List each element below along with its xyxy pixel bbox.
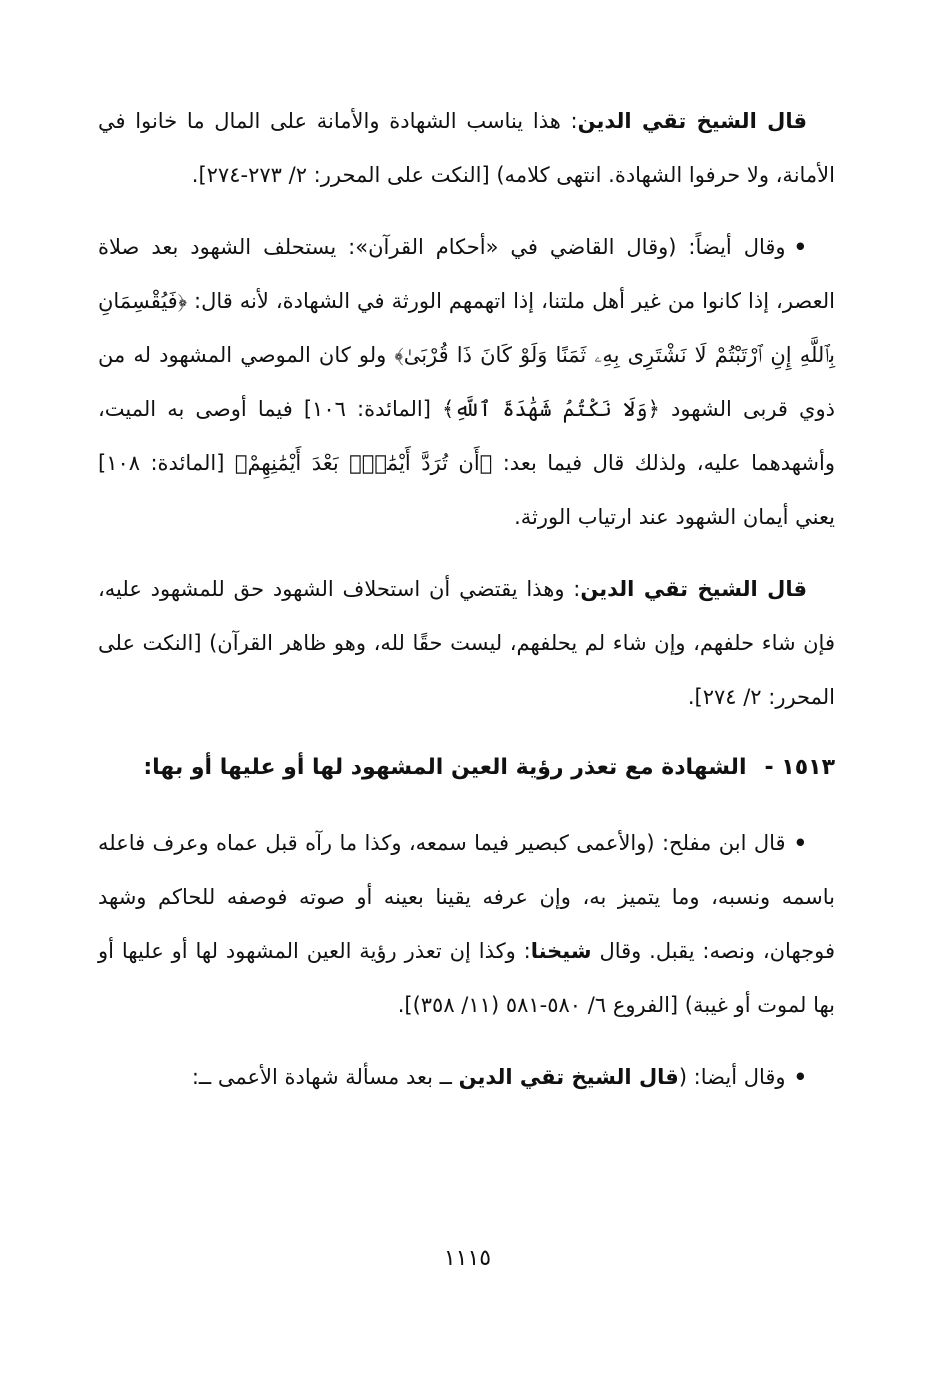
page-body [98,94,835,1122]
paragraph-text: ولو كان الموصي المشهود له من ذوي قربى الشهود [98,343,835,421]
citation: [المائدة: ١٠٦] فيما أوصى به الميت، وأشهدهما عليه، ولذلك قال فيما بعد: [98,397,835,475]
paragraph-text: : هذا يناسب الشهادة والأمانة على المال ما خانوا في الأمانة، ولا حرفوا الشهادة. انتهى كلامه) [النكت على المحرر: ٢/ ٢٧٣-٢٧٤]. [98,109,835,187]
quran-verse: ﴿أَن تُرَدَّ أَيْمَٰنٌۢ بَعْدَ أَيْمَٰنِهِمْ﴾ [234,451,493,475]
paragraph-4 [98,816,835,1032]
speaker-name: قال الشيخ تقي الدين [458,1065,679,1089]
speaker-name: قال الشيخ تقي الدين [577,109,807,133]
paragraph-text: وقال أيضا: ( [678,1065,786,1089]
speaker-name: شيخنا [530,939,592,963]
bullet-icon: • [793,235,807,259]
paragraph-text: وقال أيضاً: (وقال القاضي في «أحكام القرآن»: يستحلف الشهود بعد صلاة العصر، إذا كانوا من غير أهل ملتنا، إذا اتهمهم الورثة في الشهادة، لأنه قال: [98,235,835,313]
paragraph-text: ــ بعد مسألة شهادة الأعمى ــ: [191,1065,459,1089]
bullet-icon: • [793,1065,807,1089]
paragraph-3 [98,562,835,724]
speaker-name: قال الشيخ تقي الدين [580,577,807,601]
citation: [المائدة: ١٠٨] يعني أيمان الشهود عند ارتياب الورثة. [98,451,835,529]
paragraph-text: : وهذا يقتضي أن استحلاف الشهود حق للمشهود عليه، فإن شاء حلفهم، وإن شاء لم يحلفهم، ليست حقًا لله، وهو ظاهر القرآن) [النكت على المحرر: ٢/ ٢٧٤]. [98,577,835,709]
paragraph-text: : وكذا إن تعذر رؤية العين المشهود لها أو عليها أو بها لموت أو غيبة) [الفروع ٦/ ٥٨٠-٥٨١ (١١/ ٣٥٨)]. [98,939,835,1017]
quran-verse: ﴿وَلَا نَكْتُمُ شَهَٰدَةَ ٱللَّهِ﴾ [442,397,660,421]
section-number: ١٥١٣ - [764,755,835,780]
paragraph-2 [98,220,835,544]
section-title: الشهادة مع تعذر رؤية العين المشهود لها أو عليها أو بها: [143,755,747,780]
paragraph-text: قال ابن مفلح: (والأعمى كبصير فيما سمعه، وكذا ما رآه قبل عماه وعرف فاعله باسمه ونسبه، وما يتميز به، وإن عرفه يقينا بعينه أو صوته فوصفه للحاكم وشهد فوجهان، ونصه: يقبل. وقال [98,831,835,963]
page-number: ١١١٥ [443,1246,492,1271]
paragraph-5 [98,1050,835,1104]
bullet-icon: • [793,831,807,855]
section-heading [98,742,835,794]
quran-verse: ﴿فَيُقْسِمَانِ بِٱللَّهِ إِنِ ٱرْتَبْتُمْ لَا نَشْتَرِى بِهِۦ ثَمَنًا وَلَوْ كَانَ ذَا قُرْبَىٰ﴾ [98,289,835,367]
paragraph-1 [98,94,835,202]
